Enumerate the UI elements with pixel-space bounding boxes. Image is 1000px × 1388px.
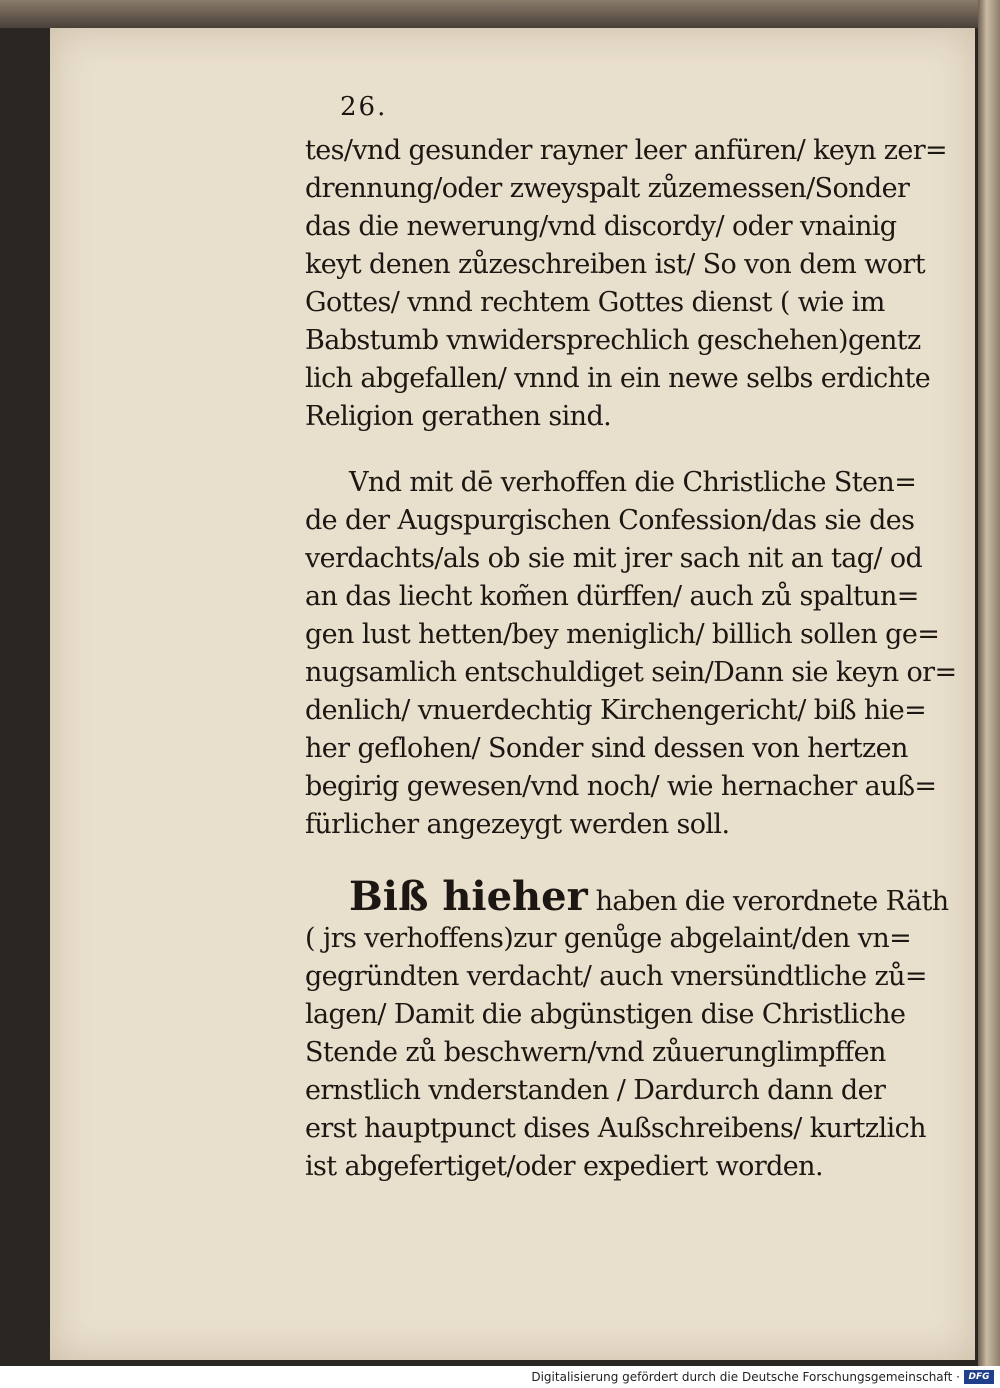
text-line: her geflohen/ Sonder sind dessen von hertzen: [305, 733, 908, 764]
display-initial-words: Biß hieher: [349, 874, 588, 920]
book-spine-edge: [978, 0, 1000, 1366]
page-number: 26.: [340, 92, 388, 122]
text-line: erst hauptpunct dises Außschreibens/ kurtzlich: [305, 1113, 926, 1144]
text-line: Babstumb vnwidersprechlich geschehen)gentz: [305, 325, 921, 356]
text-line: Gottes/ vnnd rechtem Gottes dienst ( wie im: [305, 287, 885, 318]
text-line: nugsamlich entschuldiget sein/Dann sie keyn or=: [305, 657, 957, 688]
text-line: verdachts/als ob sie mit jrer sach nit an tag/ od: [305, 543, 923, 574]
funding-credit: Digitalisierung gefördert durch die Deutsche Forschungsgemeinschaft ·: [531, 1370, 960, 1384]
text-line: das die newerung/vnd discordy/ oder vnainig: [305, 211, 897, 242]
text-line: lich abgefallen/ vnnd in ein newe selbs erdichte: [305, 363, 931, 394]
text-line: gen lust hetten/bey meniglich/ billich sollen ge=: [305, 619, 940, 650]
text-line: Religion gerathen sind.: [305, 401, 612, 432]
text-line: Vnd mit dē verhoffen die Christliche Sten=: [349, 467, 917, 498]
text-line: drennung/oder zweyspalt zůzemessen/Sonder: [305, 173, 910, 204]
text-line: [305, 874, 975, 920]
footer-bar: [0, 1366, 1000, 1388]
text-line-rest: haben die verordnete Räth: [587, 886, 949, 917]
text-line: an das liecht kom̃en dürffen/ auch zů spaltun=: [305, 581, 919, 612]
text-line: gegründten verdacht/ auch vnersündtliche zů=: [305, 961, 927, 992]
text-line: keyt denen zůzeschreiben ist/ So von dem wort: [305, 249, 925, 280]
text-line: ernstlich vnderstanden / Dardurch dann der: [305, 1075, 886, 1106]
text-line: Stende zů beschwern/vnd zůuerunglimpffen: [305, 1037, 886, 1068]
text-line: begirig gewesen/vnd noch/ wie hernacher auß=: [305, 771, 937, 802]
dfg-logo-icon: DFG: [964, 1370, 994, 1384]
text-line: denlich/ vnuerdechtig Kirchengericht/ biß hie=: [305, 695, 927, 726]
text-line: ist abgefertiget/oder expediert worden.: [305, 1151, 823, 1182]
scan-top-edge: [0, 0, 1000, 28]
paragraph-1: [305, 132, 975, 436]
paragraph-3: [305, 874, 975, 1186]
text-line: de der Augspurgischen Confession/das sie des: [305, 505, 915, 536]
text-line: lagen/ Damit die abgünstigen dise Christliche: [305, 999, 906, 1030]
text-line: fürlicher angezeygt werden soll.: [305, 809, 730, 840]
text-line: tes/vnd gesunder rayner leer anfüren/ keyn zer=: [305, 135, 948, 166]
text-line: ( jrs verhoffens)zur genůge abgelaint/den vn=: [305, 923, 912, 954]
paragraph-2: [305, 464, 975, 844]
